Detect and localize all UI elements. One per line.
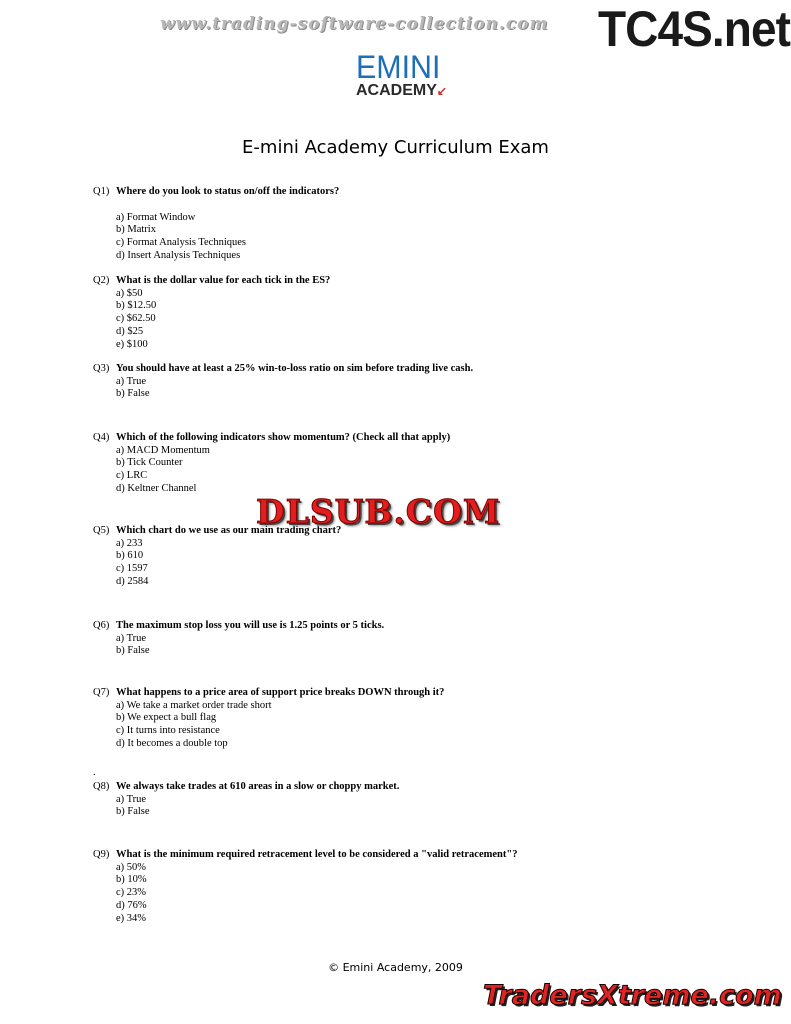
answer-option[interactable]: a) True bbox=[116, 632, 147, 644]
question-text: You should have at least a 25% win-to-loss ratio on sim before trading live cash. bbox=[116, 363, 474, 374]
answer-option[interactable]: a) MACD Momentum bbox=[116, 444, 210, 456]
question-7 bbox=[93, 687, 444, 751]
question-header bbox=[93, 781, 399, 794]
question-text: What is the dollar value for each tick in the ES? bbox=[116, 275, 331, 286]
question-8 bbox=[93, 781, 399, 819]
watermark-top-url: www.trading-software-collection.com bbox=[160, 14, 549, 34]
answer-option[interactable]: a) 50% bbox=[116, 861, 147, 873]
answer-option[interactable]: b) False bbox=[116, 388, 150, 400]
answer-option[interactable]: a) Format Window bbox=[116, 211, 196, 223]
answer-option[interactable]: d) Keltner Channel bbox=[116, 482, 197, 494]
question-text: What happens to a price area of support price breaks DOWN through it? bbox=[116, 687, 445, 698]
question-number: Q5) bbox=[93, 525, 110, 536]
question-header bbox=[93, 363, 473, 376]
answer-option[interactable]: c) $62.50 bbox=[116, 313, 156, 325]
answer-option[interactable]: a) 233 bbox=[116, 537, 143, 549]
question-number: Q2) bbox=[93, 275, 110, 286]
question-header bbox=[93, 620, 384, 633]
question-text: The maximum stop loss you will use is 1.25 points or 5 ticks. bbox=[116, 620, 385, 631]
emini-academy-logo bbox=[356, 49, 447, 100]
question-number: Q7) bbox=[93, 687, 110, 698]
question-6 bbox=[93, 620, 384, 658]
answer-option[interactable]: b) Matrix bbox=[116, 224, 156, 236]
question-text: Which chart do we use as our main trading chart? bbox=[116, 525, 342, 536]
question-3 bbox=[93, 363, 473, 401]
question-4 bbox=[93, 432, 450, 496]
answer-option[interactable]: e) 34% bbox=[116, 912, 147, 924]
question-header bbox=[93, 275, 330, 288]
watermark-dlsub: DLSUB.COM bbox=[256, 492, 501, 531]
question-number: Q9) bbox=[93, 849, 110, 860]
answer-option[interactable]: b) 610 bbox=[116, 550, 144, 562]
answer-option[interactable]: c) 1597 bbox=[116, 563, 148, 575]
question-text: Where do you look to status on/off the indicators? bbox=[116, 186, 340, 197]
answer-option[interactable]: d) Insert Analysis Techniques bbox=[116, 249, 241, 261]
answer-option[interactable]: d) 76% bbox=[116, 899, 147, 911]
answer-option[interactable]: d) It becomes a double top bbox=[116, 737, 228, 749]
question-number: Q4) bbox=[93, 432, 110, 443]
answer-option[interactable]: e) $100 bbox=[116, 338, 148, 350]
answer-option[interactable]: d) 2584 bbox=[116, 575, 149, 587]
answer-option[interactable]: c) It turns into resistance bbox=[116, 725, 220, 737]
watermark-tradersxtreme: TradersXtreme.com bbox=[483, 980, 782, 1011]
answer-option[interactable]: c) Format Analysis Techniques bbox=[116, 237, 247, 249]
page-title: E-mini Academy Curriculum Exam bbox=[242, 137, 549, 158]
answer-option[interactable]: a) We take a market order trade short bbox=[116, 699, 272, 711]
question-2 bbox=[93, 275, 330, 351]
answer-option[interactable]: a) True bbox=[116, 375, 147, 387]
question-header bbox=[93, 687, 444, 700]
answer-option[interactable]: a) $50 bbox=[116, 287, 143, 299]
stray-mark: . bbox=[93, 767, 96, 778]
logo-arrow-icon: ↙ bbox=[436, 84, 447, 98]
answer-option[interactable]: b) False bbox=[116, 806, 150, 818]
copyright-footer: © Emini Academy, 2009 bbox=[328, 961, 463, 974]
logo-academy-text: ACADEMY bbox=[356, 82, 437, 99]
answer-option[interactable]: a) True bbox=[116, 793, 147, 805]
logo-emini-text: EMINI bbox=[356, 49, 441, 85]
watermark-tc4s: TC4S.net bbox=[598, 1, 791, 57]
answer-option[interactable]: c) 23% bbox=[116, 887, 147, 899]
answer-option[interactable]: b) False bbox=[116, 645, 150, 657]
question-number: Q6) bbox=[93, 620, 110, 631]
answer-option[interactable]: d) $25 bbox=[116, 325, 144, 337]
question-text: We always take trades at 610 areas in a slow or choppy market. bbox=[116, 781, 400, 792]
question-number: Q3) bbox=[93, 363, 110, 374]
question-header bbox=[93, 186, 339, 199]
answer-option[interactable]: c) LRC bbox=[116, 470, 148, 482]
answer-option[interactable]: b) $12.50 bbox=[116, 300, 157, 312]
question-9 bbox=[93, 849, 517, 925]
answer-option[interactable]: b) Tick Counter bbox=[116, 457, 183, 469]
question-text: Which of the following indicators show momentum? (Check all that apply) bbox=[116, 432, 451, 443]
question-number: Q8) bbox=[93, 781, 110, 792]
answer-option[interactable]: b) We expect a bull flag bbox=[116, 712, 217, 724]
question-1 bbox=[93, 186, 339, 263]
question-text: What is the minimum required retracement level to be considered a "valid retracement"? bbox=[116, 849, 518, 860]
question-header bbox=[93, 849, 517, 862]
answer-option[interactable]: b) 10% bbox=[116, 874, 147, 886]
question-header bbox=[93, 432, 450, 445]
question-number: Q1) bbox=[93, 186, 110, 197]
question-5 bbox=[93, 525, 341, 589]
